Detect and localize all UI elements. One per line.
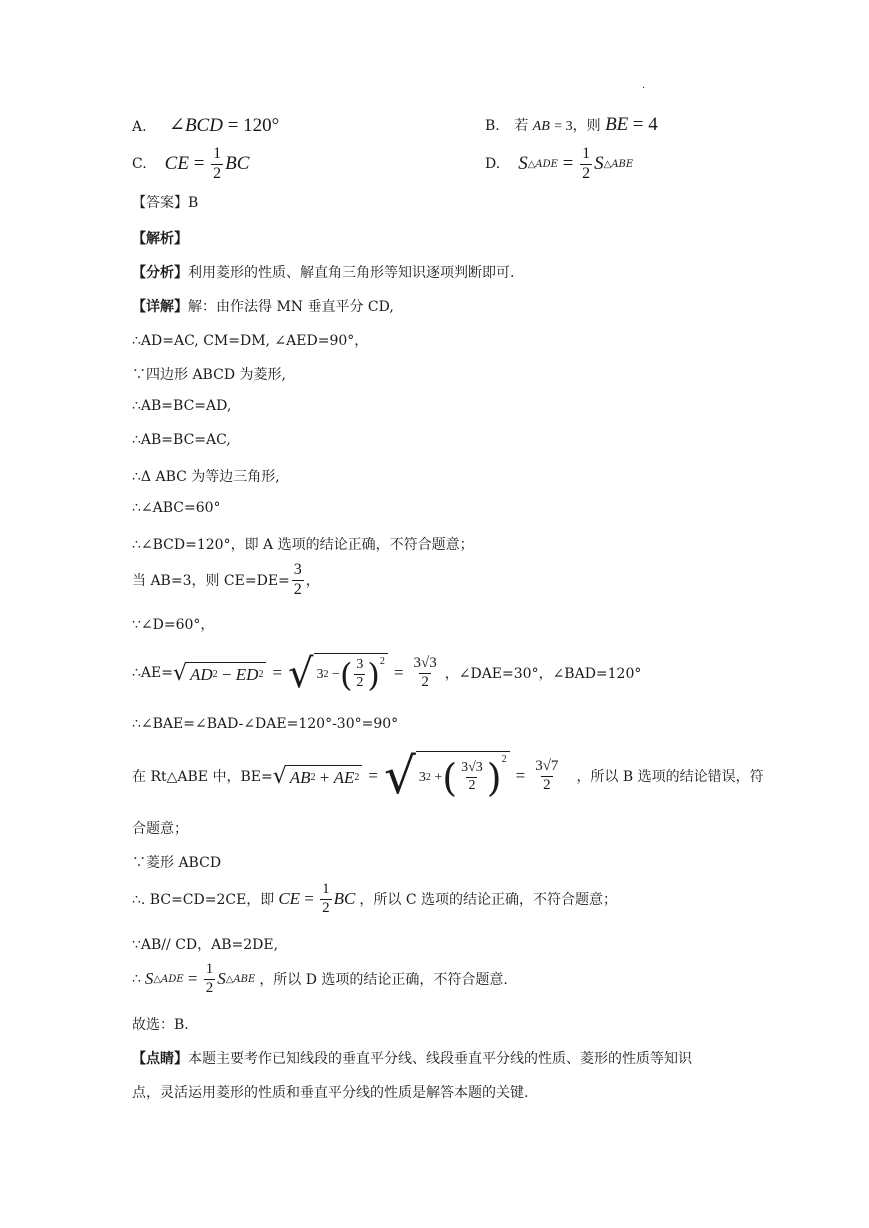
detail-text: 解：由作法得 MN 垂直平分 CD, <box>188 299 394 315</box>
ae-prefix: ∴AE= <box>132 665 173 681</box>
when-fraction <box>292 562 304 599</box>
parallel-line: ∵AB// CD，AB=2DE, <box>132 937 279 953</box>
detail-line <box>132 296 394 316</box>
be-tail: ，所以 B 选项的结论错误，符 <box>576 769 764 785</box>
comment-line-1 <box>132 1048 692 1068</box>
comment-line-2: 点，灵活运用菱形的性质和垂直平分线的性质是解答本题的关键. <box>132 1085 529 1101</box>
analysis-tag: 【分析】 <box>132 265 188 281</box>
when-suffix: ， <box>305 573 320 590</box>
be-result-den: 2 <box>543 776 551 793</box>
d-prefix: ∴ <box>132 971 141 988</box>
ae-result-num: 3√3 <box>413 654 437 671</box>
ae-result <box>412 656 439 691</box>
when-den: 2 <box>293 580 302 598</box>
option-d-label: D. <box>485 156 501 173</box>
answer-line: 【答案】B <box>132 195 199 211</box>
proof-line-6: ∴∠ABC=60° <box>132 500 221 516</box>
bae-line: ∴∠BAE=∠BAD-∠DAE=120°-30°=90° <box>132 716 399 732</box>
proof-line-3: ∴AB=BC=AD, <box>132 398 232 414</box>
page-mark: . <box>642 80 646 91</box>
when-num: 3 <box>293 561 302 578</box>
analysis-line <box>132 262 514 282</box>
option-c-label: C. <box>132 156 147 173</box>
option-d <box>485 146 633 183</box>
when-prefix: 当 AB=3，则 CE=DE= <box>132 573 290 590</box>
option-b-then: ，则 <box>572 118 601 134</box>
option-b-ab: AB <box>532 119 550 134</box>
proof-line-7: ∴∠BCD=120°，即 A 选项的结论正确，不符合题意； <box>132 537 474 553</box>
d-formula: S △ADE = $\frac{1}{2}$ S △ABE <box>144 961 256 996</box>
jiexi-heading: 【解析】 <box>132 231 188 247</box>
proof-line-2: ∵四边形 ABCD 为菱形, <box>132 367 286 383</box>
option-b-if: 若 <box>514 118 529 134</box>
angle-d-line: ∵∠D=60°， <box>132 617 215 633</box>
be-result-num: 3√7 <box>535 757 559 774</box>
option-b-val: = 4 <box>632 114 658 135</box>
ae-sqrt-1: √ AD 2 − ED 2 <box>173 662 266 685</box>
analysis-text: 利用菱形的性质、解直角三角形等知识逐项判断即可. <box>188 265 515 281</box>
be-cont: 合题意； <box>132 821 188 837</box>
rhombus-line: ∵菱形 ABCD <box>132 855 222 871</box>
c-conclusion-line <box>132 882 617 917</box>
option-c <box>132 146 249 183</box>
when-line <box>132 562 320 599</box>
ae-result-den: 2 <box>421 673 429 690</box>
choose-line: 故选：B. <box>132 1017 189 1033</box>
comment-text-1: 本题主要考作已知线段的垂直平分线、线段垂直平分线的性质、菱形的性质等知识 <box>188 1051 692 1067</box>
be-line: 在 Rt△ABE 中，BE= √ AB 2 + AE 2 = √ 3 2 + ( $\frac{3√3}{2}$ ) $^2$ = $\frac{3√7}{2}$ ，所以 B 选项的结论错误，符 <box>132 747 764 805</box>
option-a <box>132 114 279 137</box>
be-sqrt-1: √ AB 2 + AE 2 <box>273 765 363 788</box>
be-prefix: 在 Rt△ABE 中，BE= <box>132 769 273 785</box>
comment-tag: 【点睛】 <box>132 1051 188 1067</box>
option-b-label: B. <box>485 118 500 134</box>
option-b <box>485 114 658 136</box>
proof-line-5: ∴Δ ABC 为等边三角形, <box>132 469 280 485</box>
option-b-be: BE <box>605 114 629 135</box>
ae-line: ∴AE= √ AD 2 − ED 2 = √ 3 2 − ( $\frac{3}{2}$ ) $^2$ = $\frac{3√3}{2}$ ，∠DAE=30°，∠BAD=120° <box>132 650 642 697</box>
d-conclusion-line <box>132 962 508 997</box>
be-sqrt-2: √ 3 2 + ( $\frac{3√3}{2}$ ) $^2$ <box>384 751 510 801</box>
ae-tail: ，∠DAE=30°，∠BAD=120° <box>444 666 642 682</box>
option-d-formula: S △ADE = $\frac{1}{2}$ S △ABE <box>518 145 634 182</box>
ae-sqrt-2: √ 3 2 − ( $\frac{3}{2}$ ) $^2$ <box>288 653 388 694</box>
proof-line-1: ∴AD=AC, CM=DM, ∠AED=90°， <box>132 333 369 349</box>
d-tail: ，所以 D 选项的结论正确，不符合题意. <box>259 972 508 989</box>
option-b-eq: = 3 <box>554 119 573 134</box>
proof-line-4: ∴AB=BC=AC, <box>132 432 231 448</box>
c-tail: ，所以 C 选项的结论正确，不符合题意； <box>359 892 617 909</box>
option-c-formula: CE = $\frac{1}{2}$ BC <box>164 145 250 182</box>
detail-tag: 【详解】 <box>132 299 188 315</box>
be-result <box>533 759 560 794</box>
c-prefix: ∴. BC=CD=2CE，即 <box>132 892 275 909</box>
c-formula: CE = $\frac{1}{2}$ BC <box>278 881 356 916</box>
option-a-label: A. <box>132 119 147 135</box>
option-a-formula: ∠BCD = 120° <box>169 115 280 136</box>
